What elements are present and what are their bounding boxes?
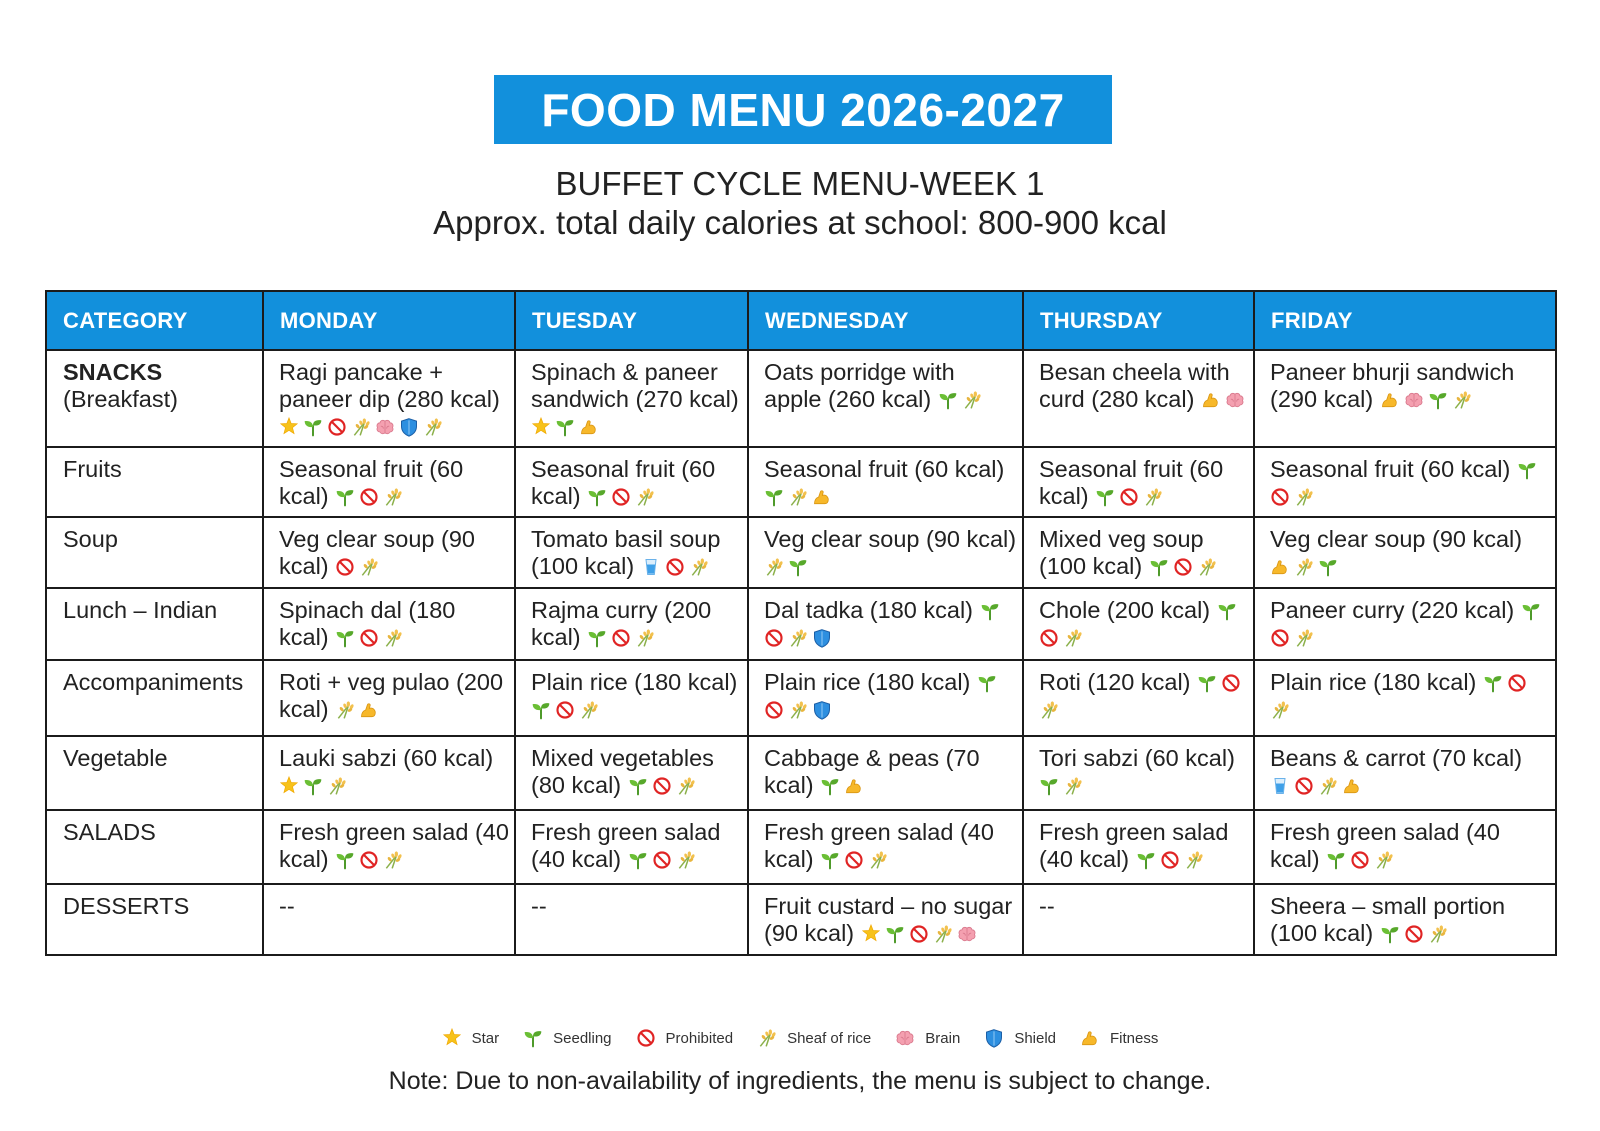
category-cell	[46, 517, 263, 588]
shield-icon	[984, 1028, 1004, 1048]
shield-icon	[399, 417, 419, 437]
prohibited-icon	[1119, 487, 1139, 507]
table-row	[46, 517, 1556, 588]
table-row	[46, 810, 1556, 884]
brain-icon	[1404, 390, 1424, 410]
category-label: Vegetable	[63, 745, 168, 771]
legend-item-rice	[757, 1028, 871, 1048]
legend-label: Fitness	[1110, 1029, 1159, 1047]
prohibited-icon	[1294, 776, 1314, 796]
menu-cell-wednesday	[748, 350, 1023, 447]
rice-icon	[579, 700, 599, 720]
category-cell	[46, 736, 263, 810]
dish-text: Roti + veg pulao (200 kcal)	[279, 669, 504, 722]
dish-text: Seasonal fruit (60 kcal)	[764, 456, 1005, 482]
table-row	[46, 736, 1556, 810]
seedling-icon	[1039, 776, 1059, 796]
menu-cell-monday	[263, 884, 515, 955]
dish-text: Chole (200 kcal)	[1039, 597, 1211, 623]
seedling-icon	[764, 487, 784, 507]
prohibited-icon	[555, 700, 575, 720]
category-label: Lunch – Indian	[63, 597, 218, 623]
rice-icon	[327, 776, 347, 796]
header-friday: FRIDAY	[1254, 291, 1556, 350]
menu-cell-thursday	[1023, 447, 1254, 517]
fitness-icon	[1270, 557, 1290, 577]
dish-text: Plain rice (180 kcal)	[764, 669, 971, 695]
seedling-icon	[1326, 850, 1346, 870]
prohibited-icon	[1507, 673, 1527, 693]
menu-cell-monday	[263, 736, 515, 810]
star-icon	[279, 417, 299, 437]
category-label: DESSERTS	[63, 893, 190, 919]
seedling-icon	[938, 390, 958, 410]
menu-cell-friday	[1254, 736, 1556, 810]
seedling-icon	[587, 628, 607, 648]
menu-cell-monday	[263, 810, 515, 884]
menu-cell-wednesday	[748, 660, 1023, 736]
prohibited-icon	[359, 628, 379, 648]
seedling-icon	[885, 924, 905, 944]
dish-text: Spinach & paneer sandwich (270 kcal)	[531, 359, 739, 412]
table-row	[46, 447, 1556, 517]
rice-icon	[1063, 776, 1083, 796]
seedling-icon	[335, 628, 355, 648]
legend-item-star	[442, 1028, 500, 1048]
prohibited-icon	[359, 487, 379, 507]
rice-icon	[1294, 628, 1314, 648]
menu-cell-monday	[263, 350, 515, 447]
menu-cell-thursday	[1023, 660, 1254, 736]
menu-cell-wednesday	[748, 447, 1023, 517]
fitness-icon	[1380, 390, 1400, 410]
dish-text: Paneer curry (220 kcal)	[1270, 597, 1515, 623]
menu-cell-friday	[1254, 350, 1556, 447]
rice-icon	[1294, 557, 1314, 577]
menu-cell-friday	[1254, 588, 1556, 660]
dish-text: Seasonal fruit (60 kcal)	[1039, 456, 1224, 509]
dish-text: Sheera – small portion (100 kcal)	[1270, 893, 1506, 946]
menu-cell-monday	[263, 588, 515, 660]
legend-label: Sheaf of rice	[787, 1029, 872, 1047]
rice-icon	[1452, 390, 1472, 410]
rice-icon	[788, 628, 808, 648]
prohibited-icon	[764, 628, 784, 648]
menu-cell-thursday	[1023, 736, 1254, 810]
dish-text: Seasonal fruit (60 kcal)	[279, 456, 464, 509]
calories-line: Approx. total daily calories at school: 800-900 kcal	[433, 204, 1167, 241]
seedling-icon	[335, 850, 355, 870]
table-row	[46, 588, 1556, 660]
seedling-icon	[788, 557, 808, 577]
prohibited-icon	[1404, 924, 1424, 944]
category-label: Soup	[63, 526, 118, 552]
dish-text: Fresh green salad (40 kcal)	[1270, 819, 1500, 872]
dish-text: Fresh green salad (40 kcal)	[764, 819, 994, 872]
prohibited-icon	[1270, 628, 1290, 648]
dish-text: Tomato basil soup (100 kcal)	[531, 526, 721, 579]
rice-icon	[764, 557, 784, 577]
table-row	[46, 350, 1556, 447]
rice-icon	[423, 417, 443, 437]
dish-text: Ragi pancake + paneer dip (280 kcal)	[279, 359, 500, 412]
prohibited-icon	[1270, 487, 1290, 507]
header-monday: MONDAY	[263, 291, 515, 350]
menu-cell-tuesday	[515, 736, 748, 810]
menu-cell-wednesday	[748, 588, 1023, 660]
star-icon	[861, 924, 881, 944]
prohibited-icon	[335, 557, 355, 577]
rice-icon	[1294, 487, 1314, 507]
table-header-row	[46, 291, 1556, 350]
rice-icon	[359, 557, 379, 577]
rice-icon	[383, 628, 403, 648]
dish-text: Besan cheela with curd (280 kcal)	[1039, 359, 1230, 412]
legend-item-fitness	[1080, 1028, 1158, 1048]
menu-cell-tuesday	[515, 884, 748, 955]
prohibited-icon	[359, 850, 379, 870]
dish-text: --	[531, 893, 547, 919]
menu-cell-thursday	[1023, 810, 1254, 884]
seedling-icon	[1318, 557, 1338, 577]
menu-cell-wednesday	[748, 810, 1023, 884]
menu-cell-thursday	[1023, 517, 1254, 588]
table-row	[46, 660, 1556, 736]
menu-cell-friday	[1254, 447, 1556, 517]
menu-cell-friday	[1254, 517, 1556, 588]
prohibited-icon	[1221, 673, 1241, 693]
seedling-icon	[555, 417, 575, 437]
dish-text: Oats porridge with apple (260 kcal)	[764, 359, 955, 412]
seedling-icon	[1095, 487, 1115, 507]
rice-icon	[676, 776, 696, 796]
star-icon	[531, 417, 551, 437]
dish-text: Roti (120 kcal)	[1039, 669, 1191, 695]
header-category: CATEGORY	[46, 291, 263, 350]
menu-cell-monday	[263, 660, 515, 736]
rice-icon	[1197, 557, 1217, 577]
legend-label: Brain	[925, 1029, 961, 1047]
seedling-icon	[628, 776, 648, 796]
header-wednesday: WEDNESDAY	[748, 291, 1023, 350]
menu-cell-thursday	[1023, 884, 1254, 955]
rice-icon	[676, 850, 696, 870]
seedling-icon	[1483, 673, 1503, 693]
water-icon	[1270, 776, 1290, 796]
seedling-icon	[628, 850, 648, 870]
dish-text: Tori sabzi (60 kcal)	[1039, 745, 1235, 771]
category-label: SNACKS	[63, 359, 163, 385]
star-icon	[279, 776, 299, 796]
category-sublabel: (Breakfast)	[63, 386, 178, 412]
category-cell	[46, 350, 263, 447]
category-cell	[46, 660, 263, 736]
seedling-icon	[977, 673, 997, 693]
star-icon	[442, 1028, 462, 1048]
rice-icon	[1428, 924, 1448, 944]
rice-icon	[933, 924, 953, 944]
dish-text: Plain rice (180 kcal)	[1270, 669, 1477, 695]
fitness-icon	[579, 417, 599, 437]
dish-text: Fruit custard – no sugar (90 kcal)	[764, 893, 1013, 946]
category-label: Fruits	[63, 456, 122, 482]
dish-text: Mixed vegetables (80 kcal)	[531, 745, 714, 798]
rice-icon	[1143, 487, 1163, 507]
menu-table	[45, 290, 1557, 956]
shield-icon	[812, 700, 832, 720]
menu-title: FOOD MENU 2026-2027	[494, 75, 1112, 144]
seedling-icon	[303, 776, 323, 796]
rice-icon	[383, 850, 403, 870]
legend-label: Star	[471, 1029, 500, 1047]
prohibited-icon	[1173, 557, 1193, 577]
seedling-icon	[1217, 601, 1237, 621]
rice-icon	[788, 700, 808, 720]
table-body	[46, 350, 1556, 955]
seedling-icon	[1380, 924, 1400, 944]
category-cell	[46, 588, 263, 660]
seedling-icon	[1517, 460, 1537, 480]
dish-text: Veg clear soup (90 kcal)	[764, 526, 1017, 552]
shield-icon	[812, 628, 832, 648]
category-cell	[46, 884, 263, 955]
seedling-icon	[1428, 390, 1448, 410]
legend-label: Prohibited	[665, 1029, 734, 1047]
menu-cell-tuesday	[515, 350, 748, 447]
legend-item-brain	[895, 1028, 960, 1048]
fitness-icon	[359, 700, 379, 720]
dish-text: Seasonal fruit (60 kcal)	[1270, 456, 1511, 482]
prohibited-icon	[652, 850, 672, 870]
prohibited-icon	[636, 1028, 656, 1048]
dish-text: Seasonal fruit (60 kcal)	[531, 456, 716, 509]
seedling-icon	[523, 1028, 543, 1048]
seedling-icon	[303, 417, 323, 437]
fitness-icon	[1342, 776, 1362, 796]
dish-text: Fresh green salad (40 kcal)	[531, 819, 721, 872]
fitness-icon	[844, 776, 864, 796]
prohibited-icon	[844, 850, 864, 870]
prohibited-icon	[909, 924, 929, 944]
dish-text: Fresh green salad (40 kcal)	[279, 819, 509, 872]
category-cell	[46, 447, 263, 517]
menu-cell-wednesday	[748, 517, 1023, 588]
seedling-icon	[820, 850, 840, 870]
prohibited-icon	[1039, 628, 1059, 648]
prohibited-icon	[1160, 850, 1180, 870]
dish-text: Mixed veg soup (100 kcal)	[1039, 526, 1204, 579]
category-label: Accompaniments	[63, 669, 244, 695]
prohibited-icon	[665, 557, 685, 577]
legend-item-seedling	[523, 1028, 611, 1048]
menu-cell-tuesday	[515, 517, 748, 588]
menu-cell-tuesday	[515, 660, 748, 736]
menu-cell-friday	[1254, 660, 1556, 736]
menu-cell-friday	[1254, 884, 1556, 955]
rice-icon	[1039, 700, 1059, 720]
brain-icon	[375, 417, 395, 437]
seedling-icon	[587, 487, 607, 507]
seedling-icon	[1521, 601, 1541, 621]
water-icon	[641, 557, 661, 577]
dish-text: Fresh green salad (40 kcal)	[1039, 819, 1229, 872]
rice-icon	[868, 850, 888, 870]
dish-text: Cabbage & peas (70 kcal)	[764, 745, 980, 798]
menu-cell-monday	[263, 447, 515, 517]
dish-text: Spinach dal (180 kcal)	[279, 597, 456, 650]
fitness-icon	[1080, 1028, 1100, 1048]
dish-text: Dal tadka (180 kcal)	[764, 597, 973, 623]
dish-text: Veg clear soup (90 kcal)	[1270, 526, 1523, 552]
menu-cell-wednesday	[748, 736, 1023, 810]
rice-icon	[689, 557, 709, 577]
rice-icon	[1184, 850, 1204, 870]
fitness-icon	[812, 487, 832, 507]
menu-cell-tuesday	[515, 810, 748, 884]
legend-item-prohibited	[636, 1028, 734, 1048]
legend-label: Shield	[1014, 1029, 1057, 1047]
legend-label: Seedling	[553, 1029, 612, 1047]
seedling-icon	[1197, 673, 1217, 693]
menu-cell-thursday	[1023, 588, 1254, 660]
rice-icon	[1270, 700, 1290, 720]
prohibited-icon	[611, 628, 631, 648]
menu-cell-tuesday	[515, 447, 748, 517]
brain-icon	[895, 1028, 915, 1048]
seedling-icon	[1136, 850, 1156, 870]
dish-text: Rajma curry (200 kcal)	[531, 597, 712, 650]
header-thursday: THURSDAY	[1023, 291, 1254, 350]
rice-icon	[962, 390, 982, 410]
rice-icon	[351, 417, 371, 437]
category-cell	[46, 810, 263, 884]
seedling-icon	[820, 776, 840, 796]
brain-icon	[1225, 390, 1245, 410]
seedling-icon	[335, 487, 355, 507]
brain-icon	[957, 924, 977, 944]
prohibited-icon	[652, 776, 672, 796]
dish-text: --	[1039, 893, 1055, 919]
prohibited-icon	[611, 487, 631, 507]
dish-text: Lauki sabzi (60 kcal)	[279, 745, 494, 771]
dish-text: Beans & carrot (70 kcal)	[1270, 745, 1523, 771]
fitness-icon	[1201, 390, 1221, 410]
seedling-icon	[980, 601, 1000, 621]
rice-icon	[383, 487, 403, 507]
header-tuesday: TUESDAY	[515, 291, 748, 350]
rice-icon	[635, 487, 655, 507]
category-label: SALADS	[63, 819, 156, 845]
rice-icon	[788, 487, 808, 507]
prohibited-icon	[764, 700, 784, 720]
dish-text: --	[279, 893, 295, 919]
menu-cell-thursday	[1023, 350, 1254, 447]
dish-text: Veg clear soup (90 kcal)	[279, 526, 475, 579]
seedling-icon	[531, 700, 551, 720]
footnote: Note: Due to non-availability of ingredients, the menu is subject to change.	[388, 1067, 1212, 1095]
rice-icon	[1063, 628, 1083, 648]
menu-cell-friday	[1254, 810, 1556, 884]
rice-icon	[1374, 850, 1394, 870]
dish-text: Paneer bhurji sandwich (290 kcal)	[1270, 359, 1515, 412]
menu-cell-wednesday	[748, 884, 1023, 955]
rice-icon	[335, 700, 355, 720]
dish-text: Plain rice (180 kcal)	[531, 669, 738, 695]
prohibited-icon	[327, 417, 347, 437]
seedling-icon	[1149, 557, 1169, 577]
table-row	[46, 884, 1556, 955]
icon-legend	[0, 1028, 1600, 1048]
rice-icon	[635, 628, 655, 648]
menu-subtitle: BUFFET CYCLE MENU-WEEK 1	[555, 165, 1045, 202]
rice-icon	[1318, 776, 1338, 796]
legend-item-shield	[984, 1028, 1056, 1048]
menu-cell-tuesday	[515, 588, 748, 660]
rice-icon	[757, 1028, 777, 1048]
prohibited-icon	[1350, 850, 1370, 870]
menu-cell-monday	[263, 517, 515, 588]
